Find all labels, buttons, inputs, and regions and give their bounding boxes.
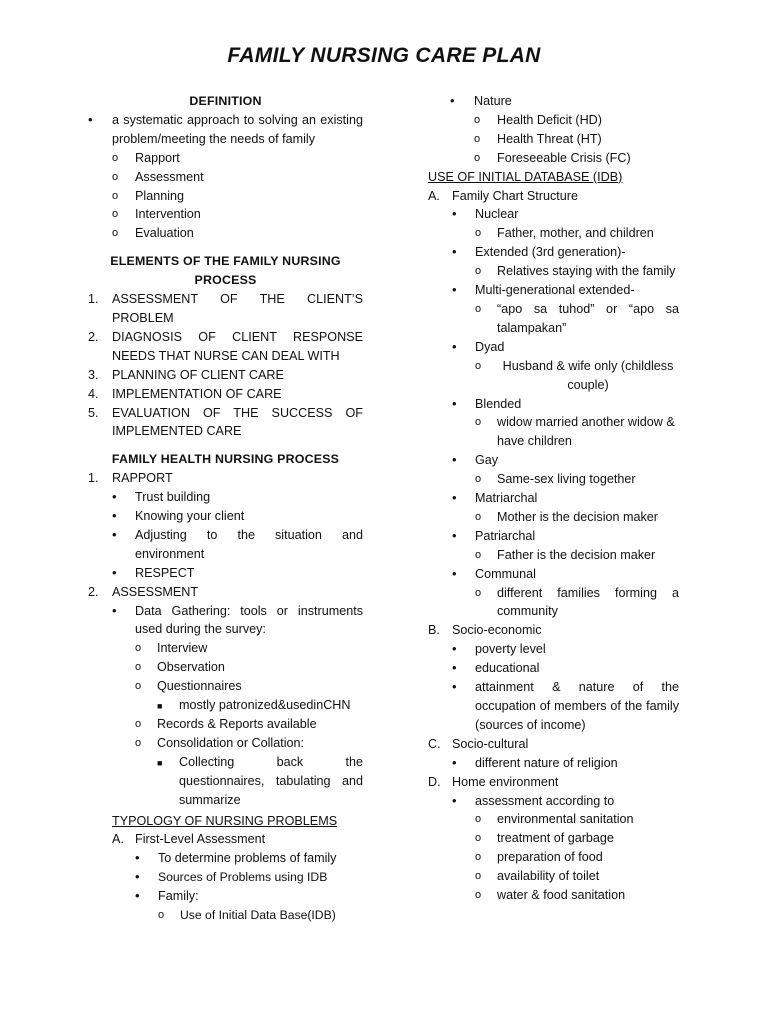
list-item: • attainment & nature of the occupation of members of the family (sources of income) (452, 679, 679, 732)
first-level-items (135, 849, 363, 925)
list-item: A. First-Level Assessment • To determine problems of family • Sources of Problems using IDB • Family: o Use of Initial Data Base(IDB) (112, 830, 363, 925)
list-item: o Records & Reports available (135, 715, 363, 734)
bullet-icon: • (112, 508, 117, 524)
circle-bullet-icon: o (475, 416, 482, 429)
list-item: • educational (452, 659, 679, 678)
bullet-icon: • (452, 282, 457, 298)
bullet-icon: • (452, 660, 457, 676)
idb-heading: USE OF INITIAL DATABASE (IDB) (428, 169, 623, 184)
list-item: 2. DIAGNOSIS OF CLIENT RESPONSE NEEDS THAT NURSE CAN DEAL WITH (88, 329, 363, 363)
bullet-icon: • (452, 395, 457, 411)
circle-bullet-icon: o (475, 473, 482, 486)
list-item: • Matriarchal o Mother is the decision maker (452, 489, 679, 527)
circle-bullet-icon: o (135, 718, 142, 730)
list-item: • Extended (3rd generation)- o Relatives staying with the family (452, 243, 679, 281)
bullet-icon: • (135, 869, 140, 885)
list-item (88, 111, 363, 243)
consolidation-note-list (157, 753, 363, 810)
list-item: o Father, mother, and children (475, 224, 679, 243)
list-item: o Observation (135, 658, 363, 677)
list-item: 4. IMPLEMENTATION OF CARE (88, 386, 282, 401)
square-bullet-icon: ■ (157, 701, 163, 712)
bullet-icon: • (452, 206, 457, 222)
bullet-icon: • (452, 527, 457, 543)
bullet-icon: • (88, 111, 93, 127)
list-item: B. Socio-economic • poverty level • educational • attainment & nature of the occupation of members of the family (sources of income) (428, 621, 679, 734)
socio-cultural-items (452, 754, 679, 773)
bullet-icon: • (452, 754, 457, 770)
list-item: o Father is the decision maker (475, 546, 679, 565)
square-bullet-icon: ■ (157, 757, 163, 768)
list-item: • Multi-generational extended- o “apo sa tuhod” or “apo sa talampakan” (452, 281, 679, 338)
definition-heading: DEFINITION (189, 94, 262, 108)
list-item: o Assessment (112, 168, 363, 187)
circle-bullet-icon: o (475, 870, 482, 883)
bullet-icon: • (452, 679, 457, 695)
process-list (88, 469, 363, 925)
list-item: o Consolidation or Collation: ■ Collecting back the questionnaires, tabulating and summarize (135, 734, 363, 810)
list-item: • Knowing your client (112, 507, 363, 526)
page-title: FAMILY NURSING CARE PLAN (227, 44, 541, 67)
list-item: o Mother is the decision maker (475, 508, 679, 527)
list-item: o Relatives staying with the family (475, 262, 679, 281)
list-item: • Sources of Problems using IDB (135, 868, 363, 887)
list-item: o Questionnaires ■ mostly patronized&usedinCHN (135, 677, 363, 715)
list-item: 2. ASSESSMENT • Data Gathering: tools or instruments used during the survey: o Interview o Observation o Questionnaires ■ mostly patronized&usedinCHN o Records & Reports available o Consolidation or Collation: ■ Collecting back the questionnaires, tabulating and summarize TYPOLOGY OF NURSING PROBLEMS A. First-Level Assessment • To determine problems of family • Sources of Problems using IDB • Family: o Use of Initial Data Base(IDB) (88, 583, 363, 925)
list-item: o different families forming a community (475, 585, 679, 619)
circle-bullet-icon: o (475, 851, 482, 864)
list-item: o “apo sa tuhod” or “apo sa talampakan” (475, 301, 679, 335)
bullet-icon: • (135, 850, 140, 866)
list-item: • Patriarchal o Father is the decision maker (452, 527, 679, 565)
bullet-icon: • (452, 792, 457, 808)
list-item: o Interview (135, 639, 363, 658)
list-item: 1. RAPPORT • Trust building • Knowing your client • Adjusting to the situation and environment • RESPECT (88, 469, 363, 582)
list-item: o availability of toilet (475, 867, 679, 886)
circle-bullet-icon: o (475, 586, 482, 599)
family-sub-list (158, 906, 363, 925)
list-item: o Planning (112, 187, 363, 206)
list-item: o widow married another widow & have children (475, 415, 675, 449)
list-item: o Health Threat (HT) (474, 130, 679, 149)
questionnaire-note-list (157, 696, 363, 715)
bullet-icon: • (135, 888, 140, 904)
list-item: o water & food sanitation (475, 886, 679, 905)
rapport-label: RAPPORT (112, 471, 173, 486)
list-item: • different nature of religion (452, 754, 679, 773)
circle-bullet-icon: o (135, 680, 142, 693)
list-item: 5. EVALUATION OF THE SUCCESS OF IMPLEMENTED CARE (88, 405, 363, 439)
nature-items (474, 111, 679, 168)
list-item: • Blended o widow married another widow & have children (452, 395, 679, 452)
right-column (428, 92, 679, 905)
circle-bullet-icon: o (475, 832, 482, 845)
circle-bullet-icon: o (475, 813, 482, 826)
list-item: • Nuclear o Father, mother, and children (452, 205, 679, 243)
home-items (452, 792, 679, 905)
circle-bullet-icon: o (475, 510, 482, 523)
list-item: o Intervention (112, 205, 363, 224)
circle-bullet-icon: o (112, 189, 119, 202)
circle-bullet-icon: o (112, 170, 119, 183)
list-item: C. Socio-cultural • different nature of religion (428, 735, 679, 773)
left-column (88, 92, 363, 925)
circle-bullet-icon: o (112, 151, 119, 164)
list-item: • Gay o Same-sex living together (452, 451, 679, 489)
circle-bullet-icon: o (475, 302, 482, 315)
list-item: o Foreseeable Crisis (FC) (474, 149, 679, 168)
list-item: • Communal o different families forming a community (452, 565, 679, 622)
list-item: ■ mostly patronized&usedinCHN (157, 696, 363, 715)
circle-bullet-icon: o (135, 736, 142, 749)
elements-heading: ELEMENTS OF THE FAMILY NURSING PROCESS (110, 254, 341, 288)
home-assessment-list (475, 810, 679, 905)
list-item: • To determine problems of family (135, 849, 363, 868)
list-item: • Trust building (112, 488, 363, 507)
circle-bullet-icon: o (112, 208, 119, 221)
bullet-icon: • (452, 641, 457, 657)
list-item: o Husband & wife only (childless couple) (475, 358, 674, 392)
circle-bullet-icon: o (475, 889, 482, 902)
assessment-items (112, 602, 363, 810)
bullet-icon: • (452, 244, 457, 260)
bullet-icon: • (452, 490, 457, 506)
definition-list (88, 111, 363, 243)
circle-bullet-icon: o (474, 113, 481, 126)
bullet-icon: • (112, 602, 117, 618)
list-item: • poverty level (452, 640, 679, 659)
circle-bullet-icon: o (475, 227, 482, 240)
circle-bullet-icon: o (475, 265, 482, 278)
bullet-icon: • (112, 489, 117, 505)
circle-bullet-icon: o (474, 132, 481, 145)
circle-bullet-icon: o (135, 642, 142, 655)
definition-steps (112, 149, 363, 244)
bullet-icon: • (450, 93, 455, 108)
list-item: o Rapport (112, 149, 363, 168)
circle-bullet-icon: o (158, 909, 165, 922)
list-item: • Family: o Use of Initial Data Base(IDB) (135, 887, 363, 925)
list-item: o Health Deficit (HD) (474, 111, 679, 130)
list-item: • RESPECT (112, 564, 363, 583)
circle-bullet-icon: o (135, 661, 142, 674)
nature-list (450, 92, 679, 168)
idb-sections (428, 187, 679, 905)
list-item: o Same-sex living together (475, 470, 679, 489)
bullet-icon: • (452, 565, 457, 581)
circle-bullet-icon: o (474, 151, 481, 164)
list-item: D. Home environment • assessment according to o environmental sanitation o treatment of garbage o preparation of food o availability of toilet o water & food sanitation (428, 773, 679, 905)
circle-bullet-icon: o (475, 359, 482, 372)
list-item: 1. ASSESSMENT OF THE CLIENT’S PROBLEM (88, 292, 363, 325)
rapport-items (112, 488, 363, 583)
typology-heading: TYPOLOGY OF NURSING PROBLEMS (112, 813, 338, 828)
bullet-icon: • (452, 338, 457, 354)
bullet-icon: • (112, 564, 117, 580)
family-type-list (452, 205, 679, 621)
list-item: A. Family Chart Structure • Nuclear o Father, mother, and children • Extended (3rd generation)- o Relatives staying with the family • Multi-generational extended- o “apo sa tuhod” or “apo sa talampakan” • Dyad o Husband & wife only (childless couple) • Blended o widow married another widow & have children • Gay o Same-sex living together • Matriarchal o Mother is the decision maker • Patriarchal o Father is the decision maker • Communal o different families forming a community (428, 187, 679, 622)
list-item: 3. PLANNING OF CLIENT CARE (88, 367, 284, 382)
list-item: • Nature o Health Deficit (HD) o Health Threat (HT) o Foreseeable Crisis (FC) (450, 92, 679, 168)
list-item: o preparation of food (475, 848, 679, 867)
definition-text: a systematic approach to solving an existing problem/meeting the needs of family (112, 112, 363, 146)
typology-list (112, 830, 363, 925)
tool-list (135, 639, 363, 809)
list-item: • assessment according to o environmental sanitation o treatment of garbage o preparation of food o availability of toilet o water & food sanitation (452, 792, 679, 905)
list-item: o Use of Initial Data Base(IDB) (158, 906, 363, 925)
socio-economic-items (452, 640, 679, 735)
list-item: o treatment of garbage (475, 829, 679, 848)
bullet-icon: • (452, 452, 457, 468)
process-heading: FAMILY HEALTH NURSING PROCESS (111, 452, 340, 467)
list-item: • Adjusting to the situation and environment (112, 526, 363, 561)
list-item: • Dyad o Husband & wife only (childless couple) (452, 338, 679, 395)
elements-list (88, 290, 363, 441)
list-item: • Data Gathering: tools or instruments used during the survey: o Interview o Observation o Questionnaires ■ mostly patronized&usedinCHN o Records & Reports available o Consolidation or Collation: ■ Collecting back the questionnaires, tabulating and summarize (112, 602, 363, 810)
circle-bullet-icon: o (112, 227, 119, 240)
assessment-label: ASSESSMENT (112, 584, 199, 599)
list-item: ■ Collecting back the questionnaires, tabulating and summarize (157, 754, 363, 807)
circle-bullet-icon: o (475, 548, 482, 561)
list-item: o environmental sanitation (475, 810, 679, 829)
list-item: o Evaluation (112, 224, 363, 243)
bullet-icon: • (112, 526, 117, 542)
